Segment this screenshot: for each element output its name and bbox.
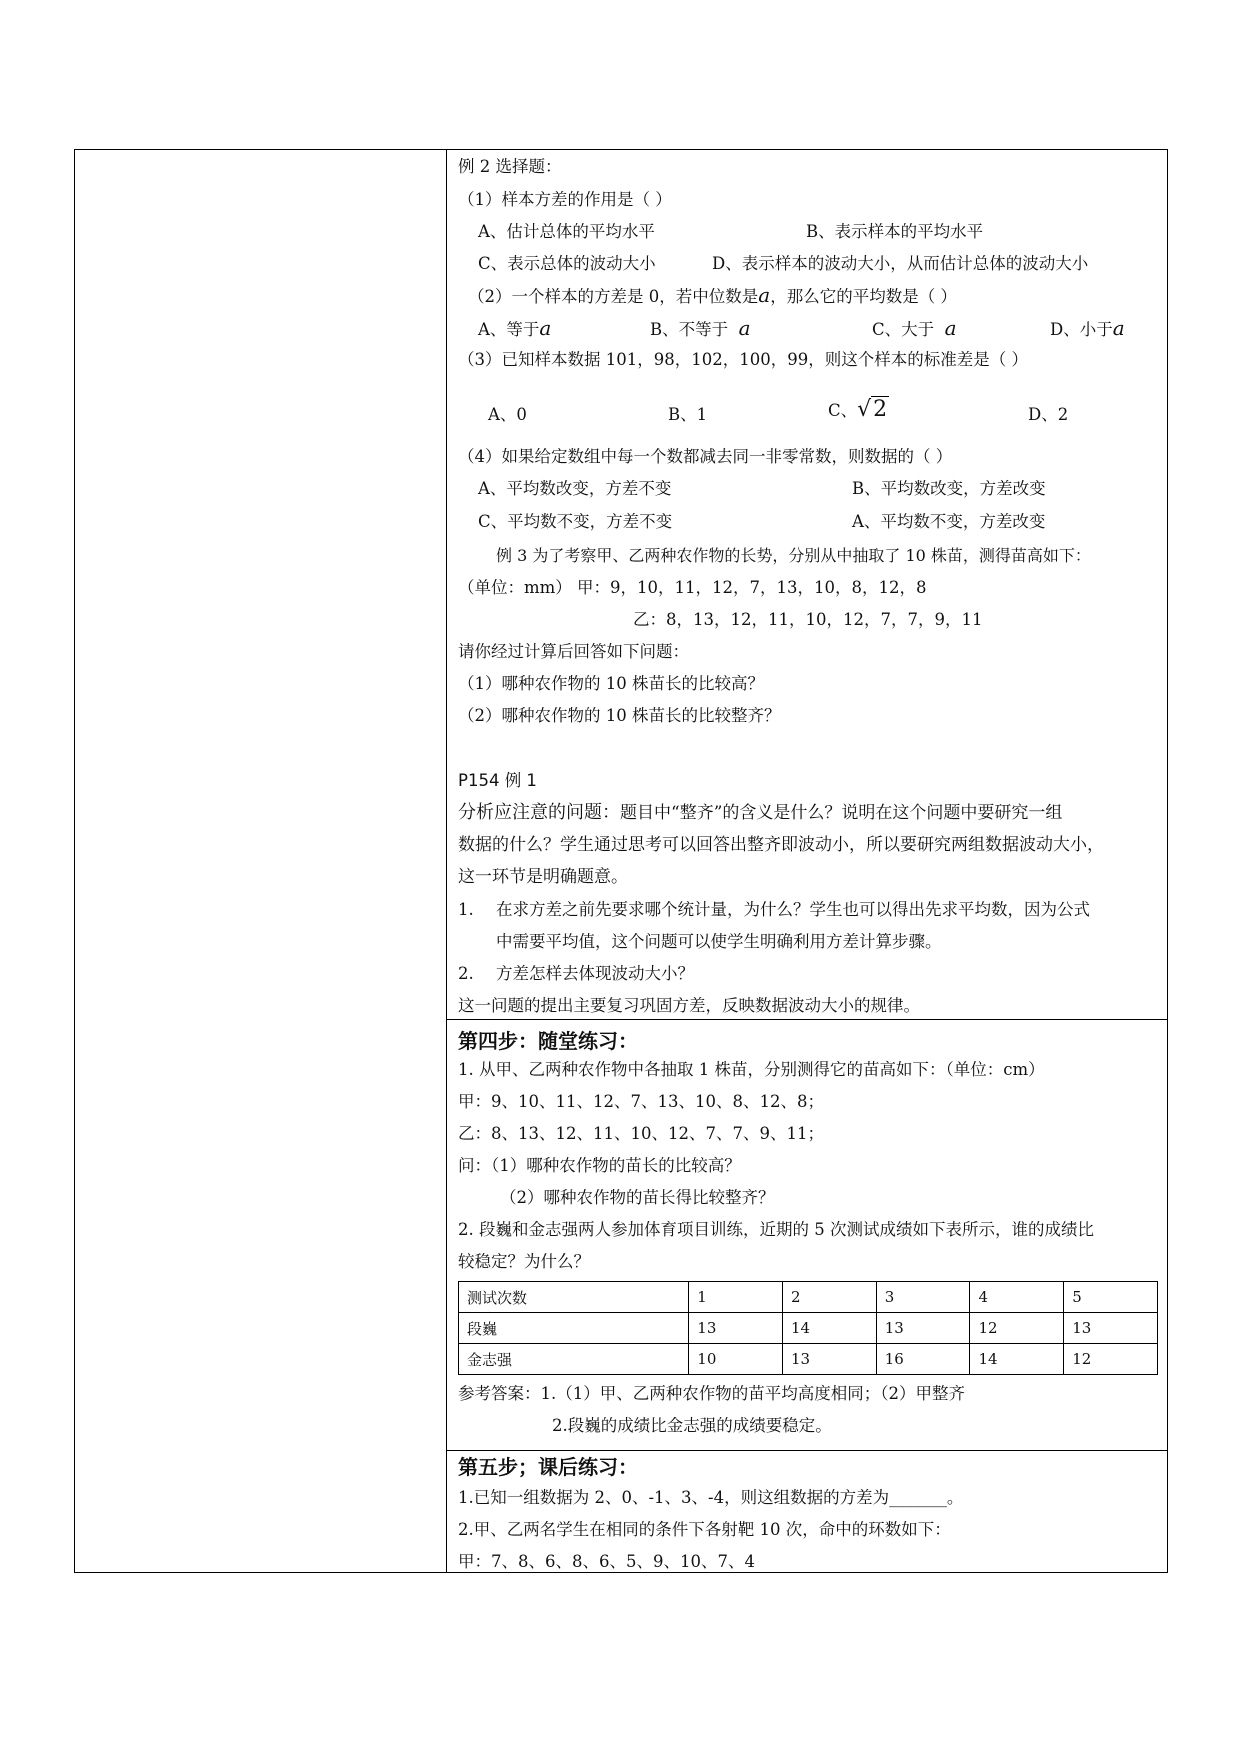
table-row [459,1313,1158,1344]
analysis-item-2: 方差怎样去体现波动大小？ [496,964,694,983]
exercise-1-ask-2: （2）哪种农作物的苗长得比较整齐？ [500,1188,775,1207]
option-b: B、平均数改变，方差改变 [852,479,1046,498]
table-cell: 16 [876,1344,970,1375]
example-3-q1: （1）哪种农作物的 10 株苗长的比较高？ [458,674,764,693]
table-cell: 段巍 [459,1313,689,1344]
table-row [459,1344,1158,1375]
table-cell: 2 [783,1282,877,1313]
sqrt-symbol: √2 [857,397,888,422]
option-b: B、1 [668,405,708,424]
table-cell: 13 [1064,1313,1158,1344]
analysis-item-1-cont: 中需要平均值，这个问题可以使学生明确利用方差计算步骤。 [496,932,942,951]
table-row [459,1282,1158,1313]
exercise-1-ask-1: 问：（1）哪种农作物的苗长的比较高？ [458,1156,741,1175]
table-cell: 金志强 [459,1344,689,1375]
table-cell: 14 [970,1344,1064,1375]
table-cell: 5 [1064,1282,1158,1313]
table-cell: 12 [970,1313,1064,1344]
table-cell: 13 [783,1344,877,1375]
analysis-line: 数据的什么？学生通过思考可以回答出整齐即波动小，所以要研究两组数据波动大小， [458,835,1104,855]
homework-1: 1.已知一组数据为 2、0、-1、3、-4，则这组数据的方差为_______。 [458,1488,964,1507]
option-c: C、平均数不变，方差不变 [478,512,673,531]
option-c: C、表示总体的波动大小 [478,254,656,273]
example-3-unit-line: （单位：mm） 甲：9，10，11，12，7，13，10，8，12，8 [458,578,927,597]
table-cell: 1 [689,1282,783,1313]
option-d: A、平均数不变，方差改变 [852,512,1046,531]
page-reference: P154 例 1 [458,771,537,790]
exercise-1: 1. 从甲、乙两种农作物中各抽取 1 株苗，分别测得它的苗高如下：（单位：cm） [458,1060,1045,1079]
table-cell: 10 [689,1344,783,1375]
option-b: B、不等于 a [650,316,751,340]
option-d: D、小于a [1050,316,1125,340]
option-d: D、2 [1028,405,1069,424]
score-table [458,1281,1158,1375]
exercise-2-cont: 较稳定？为什么？ [458,1252,590,1271]
exercise-1-yi: 乙：8、13、12、11、10、12、7、7、9、11； [458,1124,824,1143]
option-a: A、估计总体的平均水平 [478,222,655,241]
option-a: A、0 [488,405,527,424]
analysis-item-1: 在求方差之前先要求哪个统计量，为什么？学生也可以得出先求平均数，因为公式 [496,900,1090,919]
analysis-line: 这一环节是明确题意。 [458,867,628,887]
reference-answer-2: 2.段巍的成绩比金志强的成绩要稳定。 [552,1416,832,1435]
analysis-paragraph: 分析应注意的问题：题目中“整齐”的含义是什么？说明在这个问题中要研究一组 [458,802,1063,823]
question-1: （1）样本方差的作用是（ ） [458,190,672,209]
table-cell: 测试次数 [459,1282,689,1313]
table-cell: 12 [1064,1344,1158,1375]
example-3-ask: 请你经过计算后回答如下问题： [458,642,689,661]
exercise-2: 2. 段巍和金志强两人参加体育项目训练，近期的 5 次测试成绩如下表所示，谁的成绩比 [458,1220,1094,1239]
option-b: B、表示样本的平均水平 [806,222,984,241]
table-cell: 14 [783,1313,877,1344]
reference-answer: 参考答案：1.（1）甲、乙两种农作物的苗平均高度相同；（2）甲整齐 [458,1384,965,1403]
row-divider [447,1019,1167,1020]
question-3: （3）已知样本数据 101，98，102，100，99，则这个样本的标准差是（ ） [458,350,1028,369]
example-3-q2: （2）哪种农作物的 10 株苗长的比较整齐？ [458,706,781,725]
option-d: D、表示样本的波动大小，从而估计总体的波动大小 [712,254,1089,273]
analysis-summary: 这一问题的提出主要复习巩固方差，反映数据波动大小的规律。 [458,996,920,1015]
section-heading: 第五步；课后练习： [458,1455,638,1479]
option-c: C、√2 [828,397,888,422]
option-a: A、等于a [478,316,552,340]
option-a: A、平均数改变，方差不变 [478,479,672,498]
section-heading: 第四步：随堂练习： [458,1029,638,1053]
question-2: （2）一个样本的方差是 0，若中位数是a，那么它的平均数是（ ） [468,283,957,307]
example-3-yi-line: 乙：8，13，12，11，10，12，7，7，9，11 [633,610,983,629]
table-cell: 3 [876,1282,970,1313]
option-c: C、大于 a [872,316,957,340]
homework-2: 2.甲、乙两名学生在相同的条件下各射靶 10 次，命中的环数如下： [458,1520,951,1539]
left-column [75,150,447,1572]
example-3-intro: 例 3 为了考察甲、乙两种农作物的长势，分别从中抽取了 10 株苗，测得苗高如下： [496,546,1091,565]
homework-2-jia: 甲：7、8、6、8、6、5、9、10、7、4 [458,1552,755,1571]
table-cell: 4 [970,1282,1064,1313]
exercise-1-jia: 甲：9、10、11、12、7、13、10、8、12、8； [458,1092,824,1111]
example-2-title: 例 2 选择题： [458,157,562,176]
item-number: 1. [458,900,474,919]
item-number: 2. [458,964,474,983]
question-4: （4）如果给定数组中每一个数都减去同一非零常数，则数据的（ ） [458,447,953,466]
table-cell: 13 [689,1313,783,1344]
table-cell: 13 [876,1313,970,1344]
row-divider [447,1450,1167,1451]
